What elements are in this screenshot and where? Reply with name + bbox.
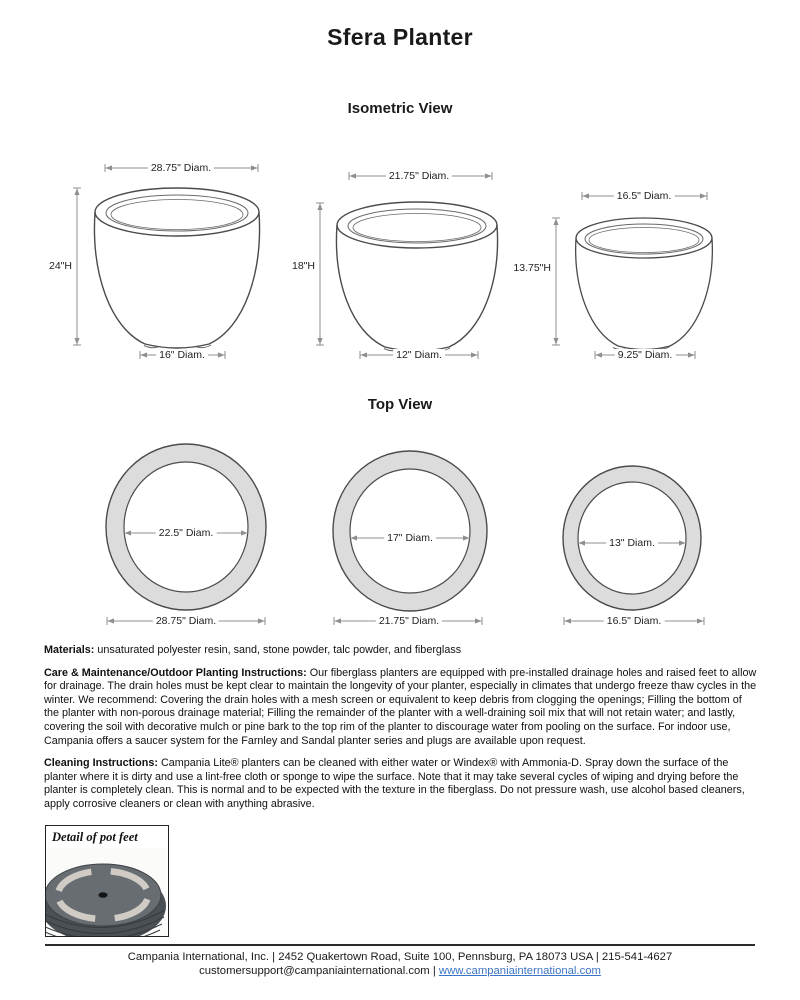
dim-bottom-diam-medium: 12" Diam. — [393, 349, 445, 361]
footer-divider — [45, 944, 755, 946]
dim-inner-diam-small: 13" Diam. — [606, 537, 658, 549]
drainage-hole — [99, 892, 108, 898]
footer — [0, 950, 800, 978]
top-view-ring-small — [550, 435, 725, 630]
dim-top-diam-large: 28.75" Diam. — [148, 162, 214, 174]
footer-email: customersupport@campaniainternational.com — [199, 965, 430, 977]
isometric-drawing-large — [60, 158, 280, 368]
dim-height-large: 24"H — [49, 260, 72, 272]
dim-outer-diam-medium: 21.75" Diam. — [376, 615, 442, 627]
top-view-heading: Top View — [367, 396, 433, 413]
cleaning-paragraph — [44, 757, 758, 811]
cleaning-text: Campania Lite® planters can be cleaned with either water or Windex® with Ammonia-D. Spray down the surface of the planter where it is dirty and use a lint-free cloth or sponge to wipe the surface. Note that it may take several cycles of wiping and drying before the planter is completely clean. This is normal and to be expected with the texture in the fiberglass. Do not pressure wash, use alcohol based cleaners, apply corrosive cleaners or clean with anything abrasive. — [44, 757, 745, 810]
dim-bottom-diam-small: 9.25" Diam. — [615, 349, 676, 361]
footer-separator: | — [429, 965, 439, 977]
dim-inner-diam-medium: 17" Diam. — [384, 532, 436, 544]
dim-inner-diam-large: 22.5" Diam. — [156, 527, 217, 539]
dim-outer-diam-small: 16.5" Diam. — [604, 615, 665, 627]
dimension-line-height — [73, 188, 81, 345]
footer-address-line: Campania International, Inc. | 2452 Quakertown Road, Suite 100, Pennsburg, PA 18073 USA | 215-541-4627 — [127, 951, 673, 963]
isometric-drawing-medium — [295, 170, 510, 370]
inner-rim-circle — [350, 469, 470, 593]
dim-top-diam-medium: 21.75" Diam. — [386, 170, 452, 182]
pot-feet-detail-box — [45, 825, 169, 937]
page-title: Sfera Planter — [327, 24, 473, 50]
planter-outline — [336, 202, 497, 351]
dimension-line-height — [552, 218, 560, 345]
footer-website-link[interactable]: www.campaniainternational.com — [438, 965, 601, 977]
pot-feet-photo — [46, 848, 167, 936]
footer-contact-line — [0, 964, 800, 978]
dimension-line-height — [316, 203, 324, 345]
planter-outline — [576, 218, 713, 350]
planter-outline — [94, 188, 259, 348]
care-label: Care & Maintenance/Outdoor Planting Instructions: — [44, 666, 307, 679]
materials-paragraph — [44, 644, 758, 658]
dim-height-medium: 18"H — [292, 260, 315, 272]
care-paragraph — [44, 667, 758, 749]
dim-bottom-diam-large: 16" Diam. — [156, 349, 208, 361]
dim-top-diam-small: 16.5" Diam. — [614, 190, 675, 202]
isometric-drawing-small — [500, 190, 730, 370]
dim-height-small: 13.75"H — [513, 262, 551, 274]
pot-feet-caption: Detail of pot feet — [52, 830, 138, 844]
materials-text: unsaturated polyester resin, sand, stone powder, talc powder, and fiberglass — [97, 644, 462, 656]
instructions-text-block — [44, 644, 758, 821]
materials-label: Materials: — [44, 644, 95, 656]
dim-outer-diam-large: 28.75" Diam. — [153, 615, 219, 627]
isometric-view-heading: Isometric View — [347, 100, 453, 117]
care-text: Our fiberglass planters are equipped with pre-installed drainage holes and raised feet to allow for drainage. The drain holes must be kept clear to maintain the longevity of your planter, especially in climates that undergo freeze thaw cycles in the winter. We recommend: Covering the drain holes with a mesh screen or equivalent to keep debris from clogging the openings; Filling the bottom of the planter with non-porous drainage material; Filling the remainder of the planter with a well-draining soil mix that will not retain water; and lastly, covering the soil with decorative mulch or pine bark to the top rim of the planter to discourage water from pooling on the surface. For indoor use, Campania offers a saucer system for the Farnley and Sandal planter series and plugs are available upon request. — [44, 666, 757, 747]
cleaning-label: Cleaning Instructions: — [44, 757, 158, 770]
